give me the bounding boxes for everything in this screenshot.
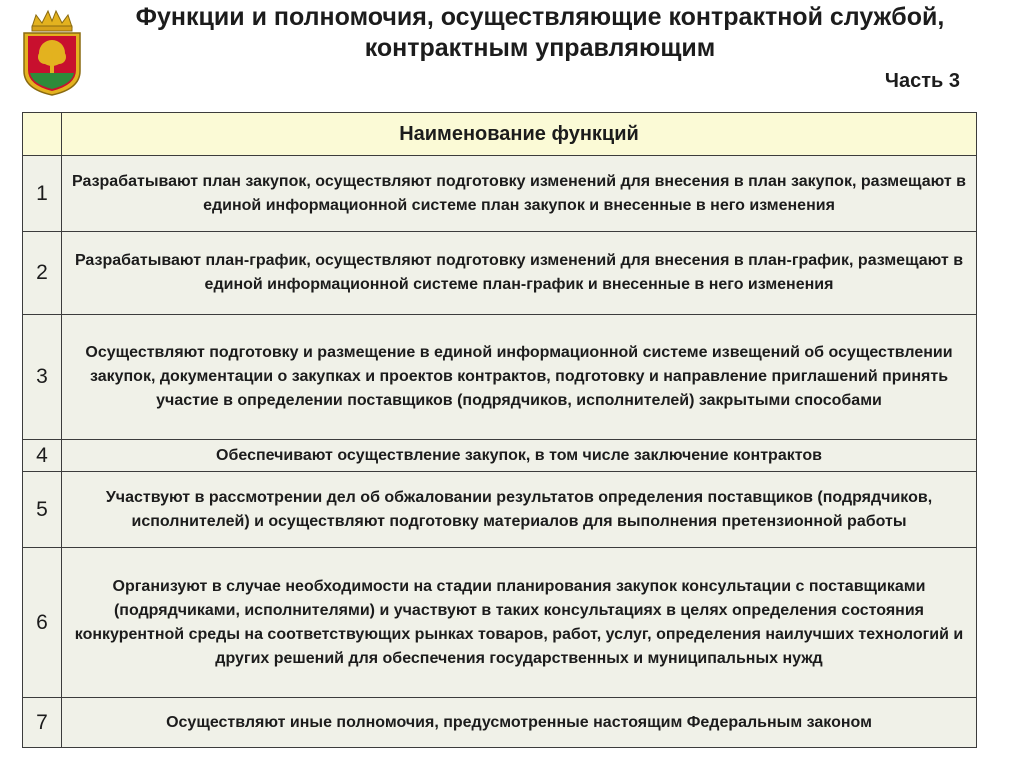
table-row <box>23 232 977 315</box>
page-title: Функции и полномочия, осуществляющие контрактной службой, контрактным управляющим <box>135 3 945 62</box>
header-number-cell <box>23 113 62 156</box>
row-number: 5 <box>23 472 62 548</box>
part-label: Часть 3 <box>884 70 960 92</box>
row-number: 1 <box>23 156 62 232</box>
row-text: Участвуют в рассмотрении дел об обжаловании результатов определения поставщиков (подрядчиков, исполнителей) и осуществляют подготовку материалов для выполнения претензионной работы <box>62 472 977 548</box>
row-number: 4 <box>23 440 62 472</box>
coat-of-arms-icon <box>18 9 86 97</box>
table-row <box>23 156 977 232</box>
row-number: 3 <box>23 315 62 440</box>
table-row <box>23 698 977 748</box>
table-row <box>23 548 977 698</box>
table-row <box>23 472 977 548</box>
functions-table <box>22 112 977 748</box>
row-number: 6 <box>23 548 62 698</box>
table-row <box>23 440 977 472</box>
row-number: 7 <box>23 698 62 748</box>
column-header: Наименование функций <box>62 113 977 156</box>
row-text: Разрабатывают план-график, осуществляют подготовку изменений для внесения в план-график, размещают в единой информационной системе план-график и внесенные в него изменения <box>62 232 977 315</box>
row-text: Осуществляют иные полномочия, предусмотренные настоящим Федеральным законом <box>62 698 977 748</box>
table-row <box>23 315 977 440</box>
table-header-row <box>23 113 977 156</box>
row-number: 2 <box>23 232 62 315</box>
row-text: Обеспечивают осуществление закупок, в том числе заключение контрактов <box>62 440 977 472</box>
row-text: Разрабатывают план закупок, осуществляют подготовку изменений для внесения в план закупок, размещают в единой информационной системе план закупок и внесенные в него изменения <box>62 156 977 232</box>
row-text: Организуют в случае необходимости на стадии планирования закупок консультации с поставщиками (подрядчиками, исполнителями) и участвуют в таких консультациях в целях определения состояния конкурентной среды на соответствующих рынках товаров, работ, услуг, определения наилучших технологий и других решений для обеспечения государственных и муниципальных нужд <box>62 548 977 698</box>
row-text: Осуществляют подготовку и размещение в единой информационной системе извещений об осуществлении закупок, документации о закупках и проектов контрактов, подготовку и направление приглашений принять участие в определении поставщиков (подрядчиков, исполнителей) закрытыми способами <box>62 315 977 440</box>
